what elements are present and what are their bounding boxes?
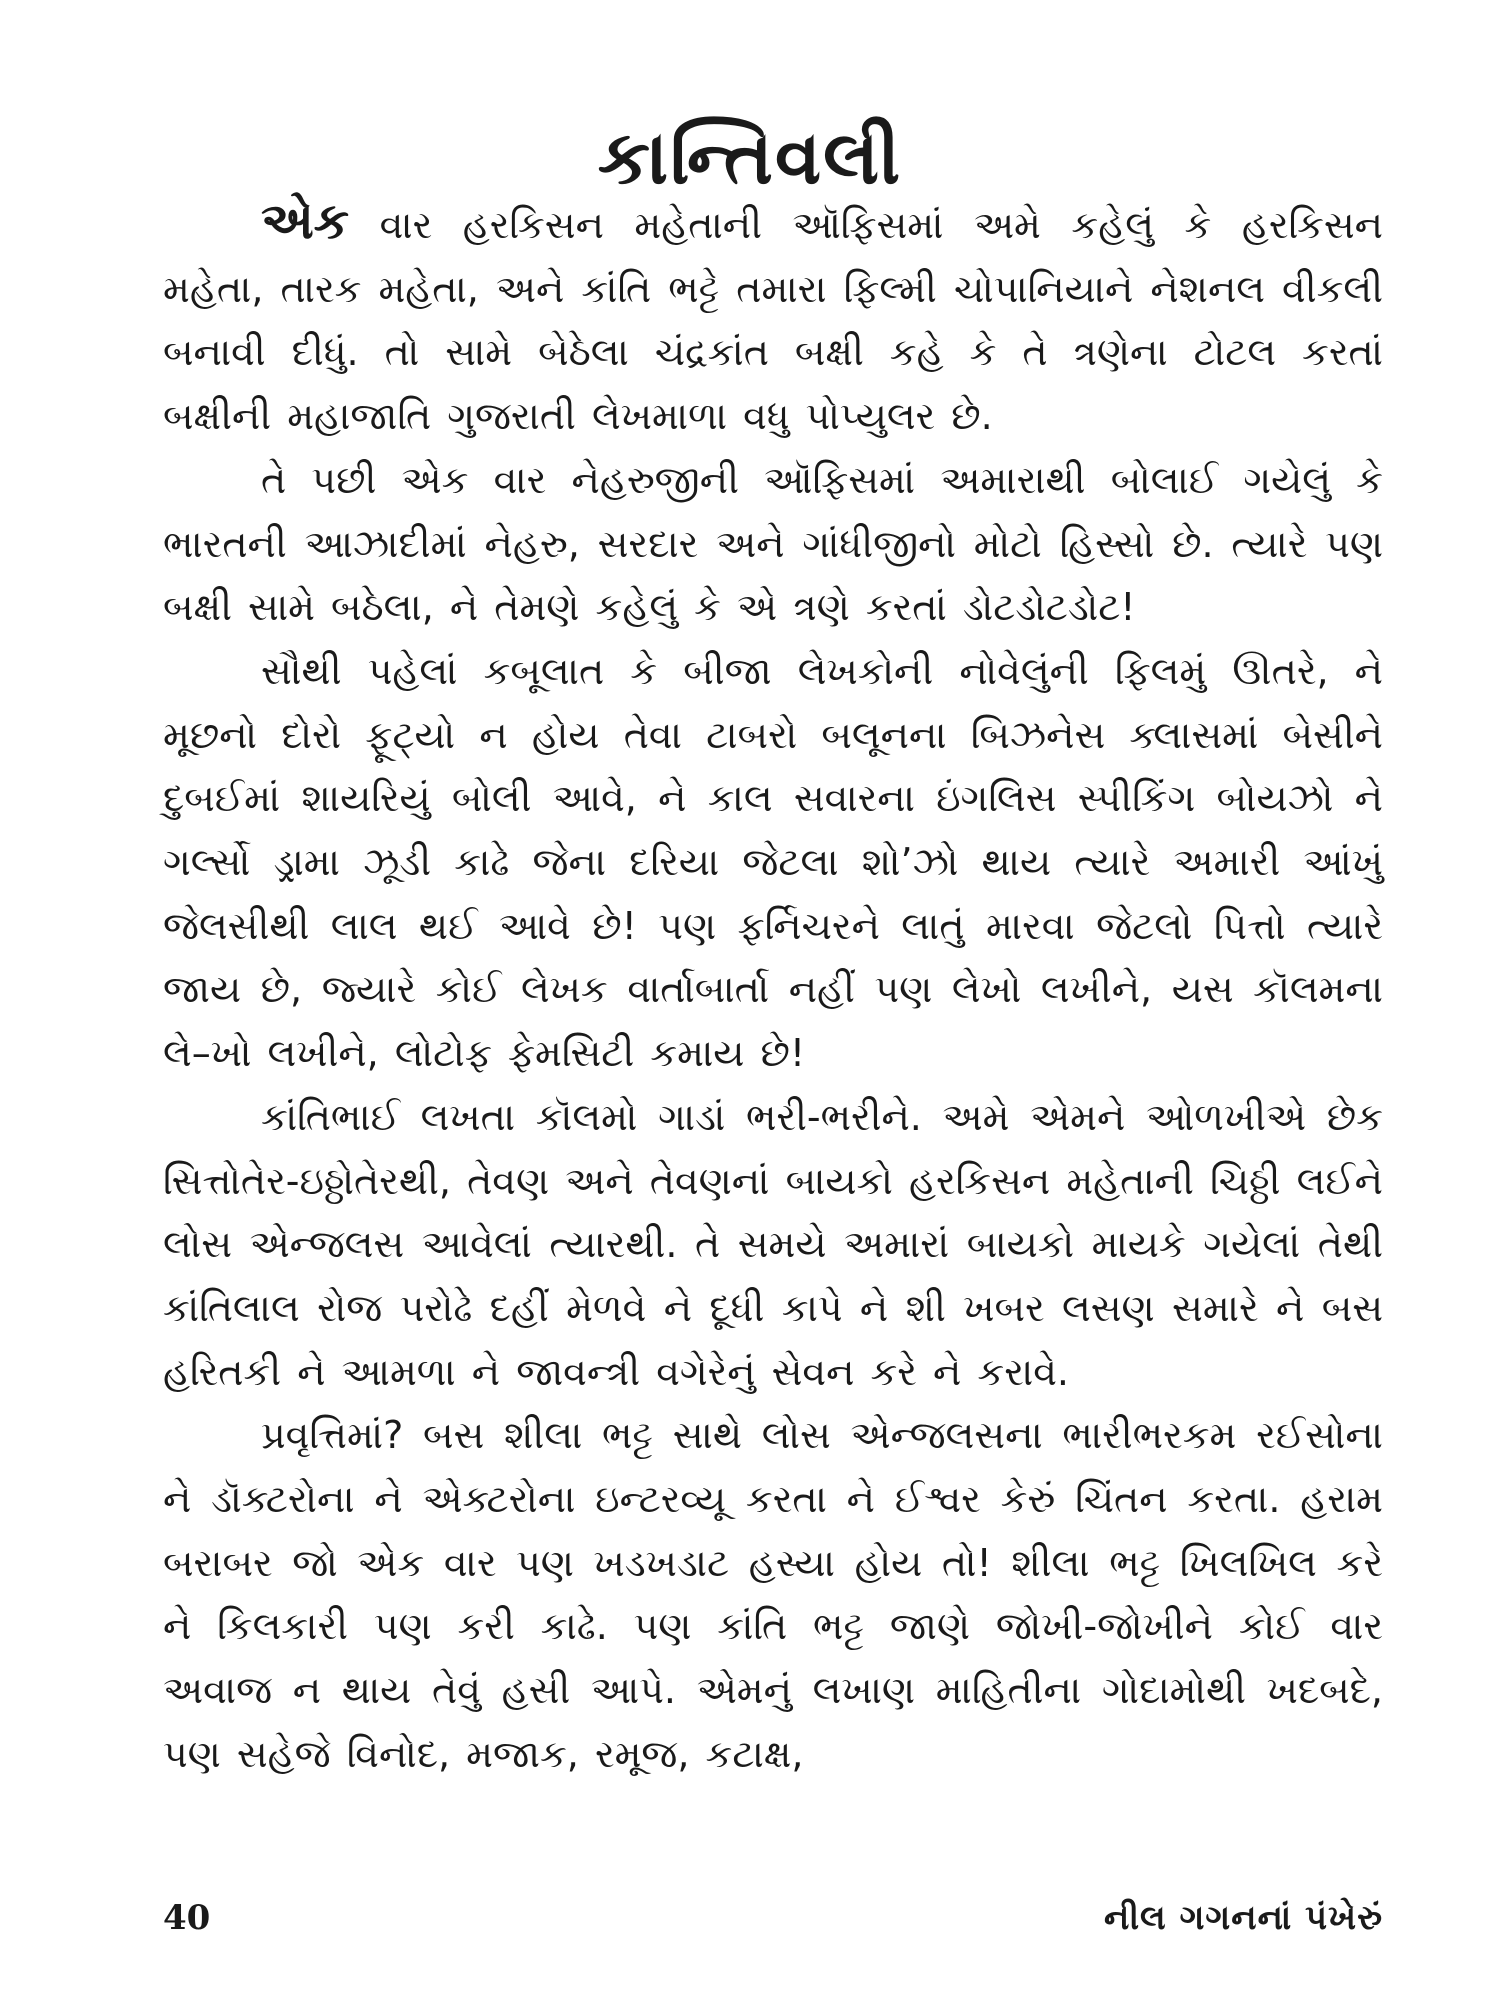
paragraph-2: તે પછી એક વાર નેહરુજીની ઑફિસમાં અમારાથી બોલાઈ ગયેલું કે ભારતની આઝાદીમાં નેહરુ, સરદાર અને ગાંધીજીનો મોટો હિસ્સો છે. ત્યારે પણ બક્ષી સામે બઠેલા, ને તેમણે કહેલું કે એ ત્રણે કરતાં ડોટડોટડોટ! — [163, 457, 1383, 630]
paragraph-1 — [163, 190, 1383, 449]
paragraph-4: કાંતિભાઈ લખતા કૉલમો ગાડાં ભરી-ભરીને. અમે એમને ઓળખીએ છેક સિત્તોતેર-ઇઠ્ઠોતેરથી, તેવણ અને તેવણનાં બાયકો હરકિસન મહેતાની ચિઠ્ઠી લઈને લોસ એન્જલસ આવેલાં ત્યારથી. તે સમયે અમારાં બાયકો માયકે ગયેલાં તેથી કાંતિલાલ રોજ પરોઢે દહીં મેળવે ને દૂધી કાપે ને શી ખબર લસણ સમારે ને બસ હરિતકી ને આમળા ને જાવન્ત્રી વગેરેનું સેવન કરે ને કરાવે. — [163, 1094, 1383, 1394]
article-body — [163, 190, 1383, 1787]
page-number: 40 — [163, 1898, 211, 1938]
paragraph-5: પ્રવૃત્તિમાં? બસ શીલા ભટ્ટ સાથે લોસ એન્જલસના ભારીભરકમ રઈસોના ને ડૉક્ટરોના ને એક્ટરોના ઇન્ટરવ્યૂ કરતા ને ઈશ્વર કેરું ચિંતન કરતા. હરામ બરાબર જો એક વાર પણ ખડખડાટ હસ્યા હોય તો! શીલા ભટ્ટ ખિલખિલ કરે ને કિલકારી પણ કરી કાઢે. પણ કાંતિ ભટ્ટ જાણે જોખી-જોખીને કોઈ વાર અવાજ ન થાય તેવું હસી આપે. એમનું લખાણ માહિતીના ગોદામોથી ખદબદે, પણ સહેજે વિનોદ, મજાક, રમૂજ, કટાક્ષ, — [163, 1413, 1383, 1776]
paragraph-1-text: વાર હરકિસન મહેતાની ઑફિસમાં અમે કહેલું કે હરકિસન મહેતા, તારક મહેતા, અને કાંતિ ભટ્ટે તમારા ફિલ્મી ચોપાનિયાને નેશનલ વીકલી બનાવી દીધું. તો સામે બેઠેલા ચંદ્રકાંત બક્ષી કહે કે તે ત્રણેના ટોટલ કરતાં બક્ષીની મહાજાતિ ગુજરાતી લેખમાળા વધુ પોપ્યુલર છે. — [163, 203, 1383, 439]
page-footer — [163, 1888, 1383, 1948]
paragraph-3: સૌથી પહેલાં કબૂલાત કે બીજા લેખકોની નોવેલુંની ફિલમું ઊતરે, ને મૂછનો દોરો ફૂટ્યો ન હોય તેવા ટાબરો બલૂનના બિઝનેસ ક્લાસમાં બેસીને દુબઈમાં શાયરિયું બોલી આવે, ને કાલ સવારના ઇંગલિસ સ્પીકિંગ બોયઝો ને ગર્લ્સો ડ્રામા ઝૂડી કાઢે જેના દરિયા જેટલા શો’ઝો થાય ત્યારે અમારી આંખું જેલસીથી લાલ થઈ આવે છે! પણ ફર્નિચરને લાતું મારવા જેટલો પિત્તો ત્યારે જાય છે, જ્યારે કોઈ લેખક વાર્તાબાર્તા નહીં પણ લેખો લખીને, યસ કૉલમના લે–ખો લખીને, લોટોફ ફેમસિટી કમાય છે! — [163, 648, 1383, 1076]
page-title: કાન્તિવલી — [597, 114, 903, 201]
lead-word: એક — [261, 192, 350, 250]
book-title: નીલ ગગનનાં પંખેરું — [1104, 1898, 1383, 1938]
